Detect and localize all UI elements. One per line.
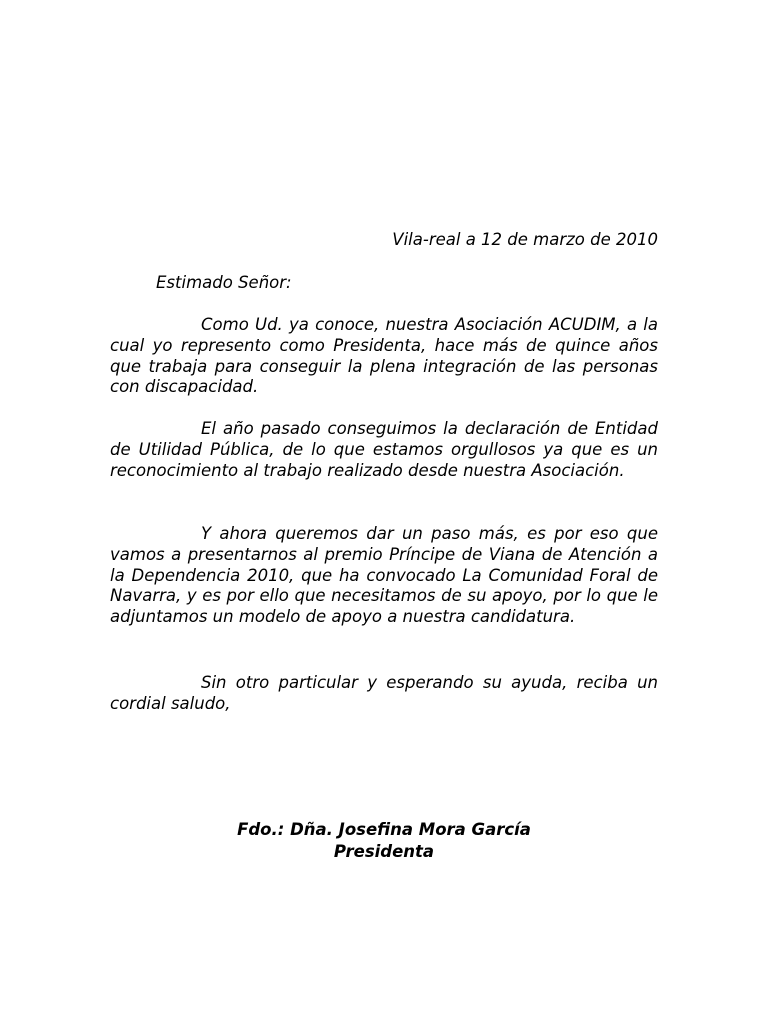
signature-title: Presidenta bbox=[333, 842, 435, 861]
signature-name: Fdo.: Dña. Josefina Mora García bbox=[237, 820, 531, 839]
signature-block bbox=[110, 819, 658, 863]
paragraph-introduction: Como Ud. ya conoce, nuestra Asociación ACUDIM, a la cual yo represento como Presidenta, hace más de quince años que trabaja para conseguir la plena integración de las personas con discapacidad. bbox=[110, 315, 658, 397]
paragraph-closing: Sin otro particular y esperando su ayuda, reciba un cordial saludo, bbox=[110, 673, 658, 713]
paragraph-award-candidacy: Y ahora queremos dar un paso más, es por eso que vamos a presentarnos al premio Príncipe de Viana de Atención a la Dependencia 2010, que ha convocado La Comunidad Foral de Navarra, y es por ello que necesitamos de su apoyo, por lo que le adjuntamos un modelo de apoyo a nuestra candidatura. bbox=[110, 524, 658, 627]
letter-date: Vila-real a 12 de marzo de 2010 bbox=[392, 230, 658, 249]
letter-salutation: Estimado Señor: bbox=[156, 273, 292, 292]
paragraph-public-utility: El año pasado conseguimos la declaración de Entidad de Utilidad Pública, de lo que estamos orgullosos ya que es un reconocimiento al trabajo realizado desde nuestra Asociación. bbox=[110, 419, 658, 480]
